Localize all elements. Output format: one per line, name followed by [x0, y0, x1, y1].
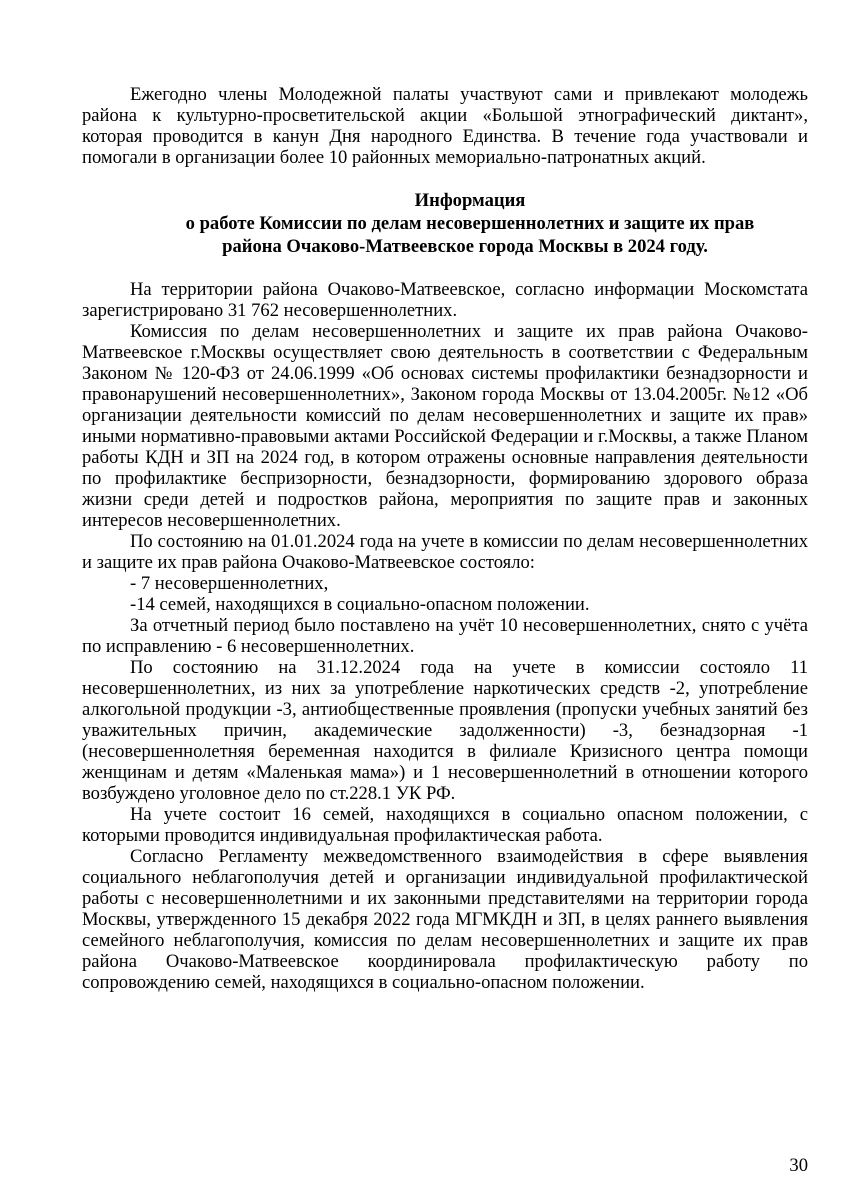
heading-subtitle-line-1: о работе Комиссии по делам несовершеннолетних и защите их прав: [185, 213, 755, 234]
list-item-families: -14 семей, находящихся в социально-опасном положении.: [130, 594, 590, 615]
paragraph-status-end: По состоянию на 31.12.2024 года на учете в комиссии состояло 11 несовершеннолетних, из них за употребление наркотических средств -2, употребление алкогольной продукции -3, антиобщественные проявления (пропуски учебных занятий без уважительных причин, академические задолженности) -3, безнадзорная -1 (несовершеннолетняя беременная находится в филиале Кризисного центра помощи женщинам и детям «Маленькая мама») и 1 несовершеннолетний в отношении которого возбуждено уголовное дело по ст.228.1 УК РФ.: [82, 657, 808, 804]
paragraph-population: На территории района Очаково-Матвеевское, согласно информации Москомстата зарегистрировано 31 762 несовершеннолетних.: [82, 279, 808, 321]
paragraph-families-registered: На учете состоит 16 семей, находящихся в социально опасном положении, с которыми проводится индивидуальная профилактическая работа.: [82, 804, 808, 846]
heading-subtitle-line-2: района Очаково-Матвеевское города Москвы в 2024 году.: [222, 236, 708, 257]
page-number: 30: [789, 1155, 808, 1176]
intro-paragraph: Ежегодно члены Молодежной палаты участвуют сами и привлекают молодежь района к культурно-просветительской акции «Большой этнографический диктант», которая проводится в канун Дня народного Единства. В течение года участвовали и помогали в организации более 10 районных мемориально-патронатных акций.: [82, 84, 808, 168]
list-item-minors: - 7 несовершеннолетних,: [130, 573, 329, 594]
document-page: [82, 84, 808, 993]
paragraph-status-start: По состоянию на 01.01.2024 года на учете в комиссии по делам несовершеннолетних и защите их прав района Очаково-Матвеевское состояло:: [82, 531, 808, 573]
paragraph-regulation: Согласно Регламенту межведомственного взаимодействия в сфере выявления социального неблагополучия детей и организации индивидуальной профилактической работы с несовершеннолетними и их законными представителями на территории города Москвы, утвержденного 15 декабря 2022 года МГМКДН и ЗП, в целях раннего выявления семейного неблагополучия, комиссия по делам несовершеннолетних и защите их прав района Очаково-Матвеевское координировала профилактическую работу по сопровождению семей, находящихся в социально-опасном положении.: [82, 846, 808, 993]
paragraph-reporting-period: За отчетный период было поставлено на учёт 10 несовершеннолетних, снято с учёта по исправлению - 6 несовершеннолетних.: [82, 615, 808, 657]
section-heading: [82, 189, 808, 258]
heading-title: Информация: [414, 190, 526, 211]
paragraph-commission-basis: Комиссия по делам несовершеннолетних и защите их прав района Очаково-Матвеевское г.Москвы осуществляет свою деятельность в соответствии с Федеральным Законом № 120-ФЗ от 24.06.1999 «Об основах системы профилактики безнадзорности и правонарушений несовершеннолетних», Законом города Москвы от 13.04.2005г. №12 «Об организации деятельности комиссий по делам несовершеннолетних и защите их прав» иными нормативно-правовыми актами Российской Федерации и г.Москвы, а также Планом работы КДН и ЗП на 2024 год, в котором отражены основные направления деятельности по профилактике беспризорности, безнадзорности, формированию здорового образа жизни среди детей и подростков района, мероприятия по защите прав и законных интересов несовершеннолетних.: [82, 321, 808, 531]
